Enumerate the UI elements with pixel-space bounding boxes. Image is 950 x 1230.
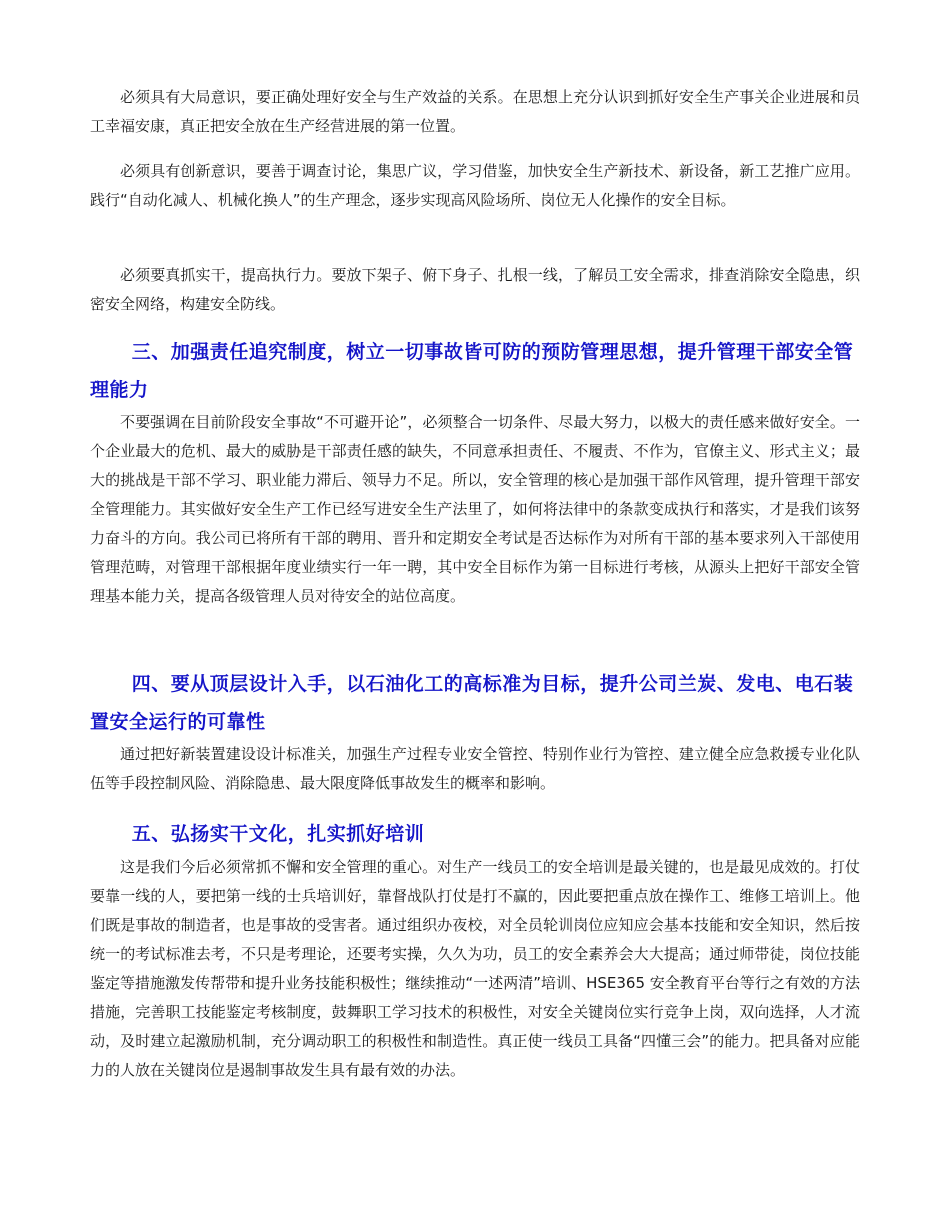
section-heading-4: 四、要从顶层设计入手，以石油化工的高标准为目标，提升公司兰炭、发电、电石装置安全运行的可靠性 bbox=[90, 673, 854, 733]
section-3-body: 不要强调在目前阶段安全事故“不可避开论”，必须整合一切条件、尽最大努力，以极大的责任感来做好安全。一个企业最大的危机、最大的威胁是干部责任感的缺失，不同意承担责任、不履责、不作为，官僚主义、形式主义；最大的挑战是干部不学习、职业能力滞后、领导力不足。所以，安全管理的核心是加强干部作风管理，提升管理干部安全管理能力。其实做好安全生产工作已经写进安全生产法里了，如何将法律中的条款变成执行和落实，才是我们该努力奋斗的方向。我公司已将所有干部的聘用、晋升和定期安全考试是否达标作为对所有干部的基本要求列入干部使用管理范畴，对管理干部根据年度业绩实行一年一聘，其中安全目标作为第一目标进行考核，从源头上把好干部安全管理基本能力关，提高各级管理人员对待安全的站位高度。 bbox=[90, 413, 860, 605]
section-heading-3: 三、加强责任追究制度，树立一切事故皆可防的预防管理思想，提升管理干部安全管理能力 bbox=[90, 341, 854, 401]
body-paragraph: 必须具有创新意识，要善于调查讨论，集思广议，学习借鉴，加快安全生产新技术、新设备，新工艺推广应用。践行“自动化减人、机械化换人”的生产理念，逐步实现高风险场所、岗位无人化操作的安全目标。 bbox=[90, 162, 860, 209]
section-heading-5: 五、弘扬实干文化，扎实抓好培训 bbox=[131, 823, 425, 845]
section-5-body: 这是我们今后必须常抓不懈和安全管理的重心。对生产一线员工的安全培训是最关键的，也是最见成效的。打仗要靠一线的人，要把第一线的士兵培训好，靠督战队打仗是打不赢的，因此要把重点放在操作工、维修工培训上。他们既是事故的制造者，也是事故的受害者。通过组织办夜校，对全员轮训岗位应知应会基本技能和安全知识，然后按统一的考试标准去考，不只是考理论，还要考实操，久久为功，员工的安全素养会大大提高；通过师带徒，岗位技能鉴定等措施激发传帮带和提升业务技能积极性；继续推动“一述两清”培训、HSE365 安全教育平台等行之有效的方法措施，完善职工技能鉴定考核制度，鼓舞职工学习技术的积极性，对安全关键岗位实行竞争上岗，双向选择，人才流动，及时建立起激励机制，充分调动职工的积极性和制造性。真正使一线员工具备“四懂三会”的能力。把具备对应能力的人放在关键岗位是遏制事故发生具有最有效的办法。 bbox=[90, 858, 860, 1079]
body-paragraph: 必须具有大局意识，要正确处理好安全与生产效益的关系。在思想上充分认识到抓好安全生产事关企业进展和员工幸福安康，真正把安全放在生产经营进展的第一位置。 bbox=[90, 88, 860, 135]
section-4-body: 通过把好新装置建设设计标准关，加强生产过程专业安全管控、特别作业行为管控、建立健全应急救援专业化队伍等手段控制风险、消除隐患、最大限度降低事故发生的概率和影响。 bbox=[90, 745, 860, 792]
body-paragraph: 必须要真抓实干，提高执行力。要放下架子、俯下身子、扎根一线，了解员工安全需求，排查消除安全隐患，织密安全网络，构建安全防线。 bbox=[90, 266, 860, 313]
